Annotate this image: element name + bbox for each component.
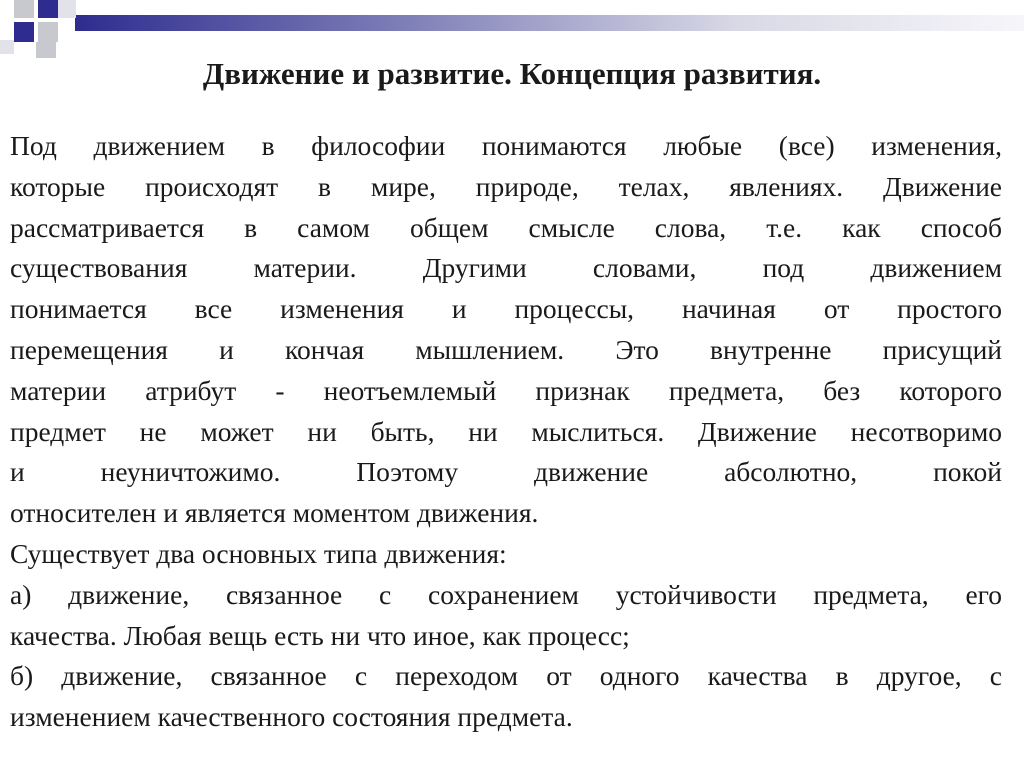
- text-line: Существует два основных типа движения:: [10, 537, 507, 569]
- text-line: предмет не может ни быть, ни мыслиться. Движение несотворимо: [10, 415, 1002, 447]
- slide-title: Движение и развитие. Концепция развития.: [202, 56, 822, 91]
- text-line: материи атрибут - неотъемлемый признак предмета, без которого: [10, 374, 1002, 406]
- text-line: Под движением в философии понимаются любые (все) изменения,: [10, 130, 1002, 161]
- deco-square-gray-1: [14, 0, 34, 18]
- text-line: и неуничтожимо. Поэтому движение абсолютно, покой: [10, 456, 1002, 488]
- text-line: изменением качественного состояния предмета.: [10, 701, 573, 733]
- text-line: понимается все изменения и процессы, начиная от простого: [10, 293, 1002, 325]
- slide-body: [10, 126, 1002, 738]
- deco-square-gray-2: [38, 22, 58, 42]
- text-line: которые происходят в мире, природе, телах, явлениях. Движение: [10, 170, 1002, 202]
- text-line: рассматривается в самом общем смысле слова, т.е. как способ: [10, 211, 1002, 243]
- deco-square-navy-2: [14, 22, 34, 42]
- text-line: относителен и является моментом движения.: [10, 497, 539, 529]
- deco-square-light-1: [58, 0, 76, 18]
- text-line: а) движение, связанное с сохранением устойчивости предмета, его: [10, 578, 1002, 610]
- slide-decoration: [0, 0, 1024, 60]
- text-line: перемещения и кончая мышлением. Это внутренне присущий: [10, 333, 1002, 365]
- paragraph-movement-types-intro: [10, 534, 1002, 575]
- deco-square-light-2: [0, 40, 14, 54]
- list-item-a: [10, 575, 1002, 657]
- deco-square-navy-1: [38, 0, 58, 18]
- header-gradient-bar: [75, 15, 1024, 31]
- text-line: существования материи. Другими словами, под движением: [10, 252, 1002, 284]
- text-line: б) движение, связанное с переходом от одного качества в другое, с: [10, 660, 1002, 692]
- text-line: качества. Любая вещь есть ни что иное, как процесс;: [10, 619, 630, 651]
- paragraph-movement-definition: [10, 126, 1002, 534]
- list-item-b: [10, 656, 1002, 738]
